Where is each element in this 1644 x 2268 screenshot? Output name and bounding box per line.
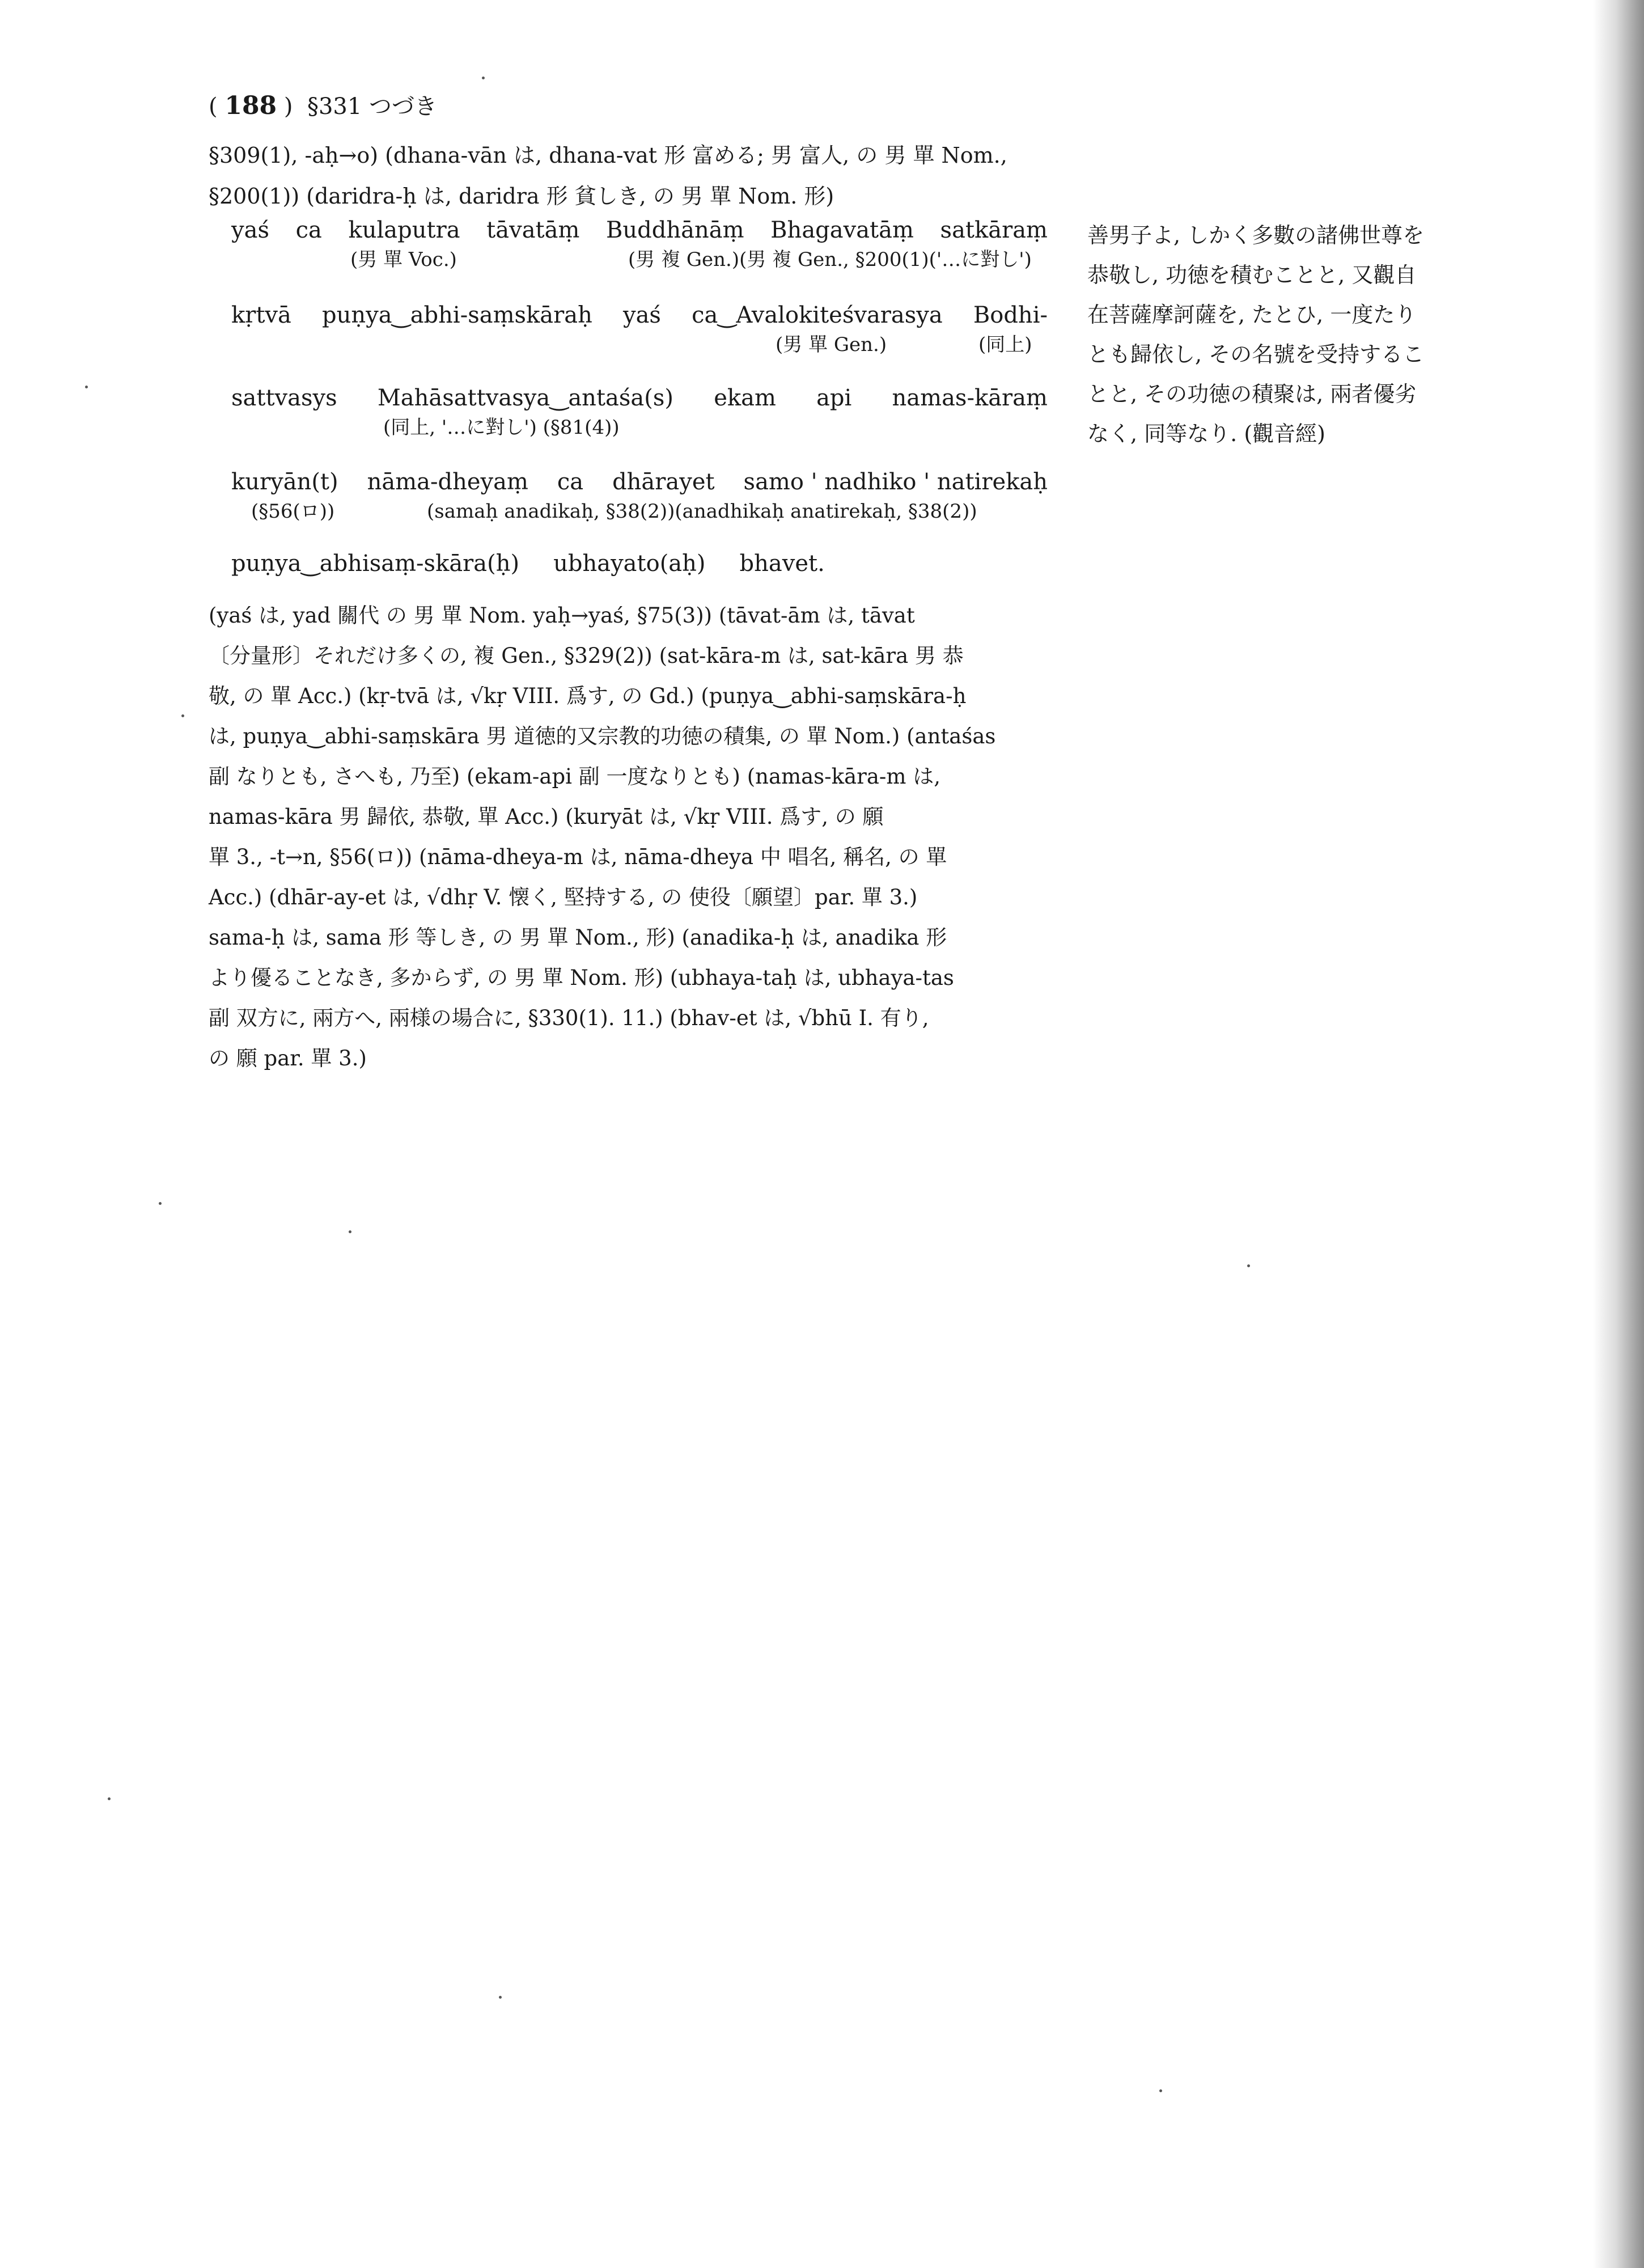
gloss-text: (同上) bbox=[978, 333, 1032, 356]
intro-notes bbox=[209, 135, 1048, 217]
verse-words bbox=[231, 383, 1048, 413]
page-edge-shadow bbox=[1593, 0, 1644, 2268]
note-line: namas-kāra 男 歸依, 恭敬, 單 Acc.) (kuryāt は, √kṛ VIII. 爲す, の 願 bbox=[209, 805, 884, 829]
note-line: Acc.) (dhār-ay-et は, √dhṛ V. 懐く, 堅持する, の 使役〔願望〕par. 單 3.) bbox=[209, 885, 918, 909]
note-line: の 願 par. 單 3.) bbox=[209, 1046, 367, 1070]
verse-word: yaś bbox=[622, 302, 661, 328]
verse-word: tāvatāṃ bbox=[486, 217, 580, 243]
verse-line-4 bbox=[231, 467, 1048, 526]
note-line: より優ることなき, 多からず, の 男 單 Nom. 形) (ubhaya-taḥ は, ubhaya-tas bbox=[209, 966, 954, 990]
verse-word: Bodhi- bbox=[973, 302, 1048, 328]
verse-gloss bbox=[231, 330, 1048, 359]
verse-word: samo ' nadhiko ' natirekaḥ bbox=[743, 469, 1048, 495]
gloss-text: (男 複 Gen.)(男 複 Gen., §200(1)('…に對し') bbox=[628, 248, 1032, 271]
scan-speck bbox=[499, 1996, 502, 1999]
verse-word: sattvasys bbox=[231, 385, 337, 411]
gloss-text: (samaḥ anadikaḥ, §38(2))(anadhikaḥ anatirekaḥ, §38(2)) bbox=[427, 500, 977, 523]
translation-line: とと, その功徳の積聚は, 兩者優劣 bbox=[1087, 382, 1417, 407]
verse-line-2 bbox=[231, 301, 1048, 359]
translation-line: 善男子よ, しかく多數の諸佛世尊を bbox=[1087, 223, 1425, 248]
page-number: 188 bbox=[224, 91, 277, 120]
gloss-text: (男 單 Voc.) bbox=[350, 248, 457, 271]
gloss-text: (男 單 Gen.) bbox=[776, 333, 887, 356]
verse-word: Buddhānāṃ bbox=[606, 217, 744, 243]
intro-line: §309(1), -aḥ→o) (dhana-vān は, dhana-vat 形 富める; 男 富人, の 男 單 Nom., bbox=[209, 143, 1007, 168]
note-line: 〔分量形〕それだけ多くの, 複 Gen., §329(2)) (sat-kāra-m は, sat-kāra 男 恭 bbox=[209, 644, 964, 668]
verse-line-1 bbox=[231, 215, 1048, 274]
translation-line: なく, 同等なり. (觀音經) bbox=[1087, 421, 1325, 446]
note-line: (yaś は, yad 關代 の 男 單 Nom. yaḥ→yaś, §75(3)) (tāvat-ām は, tāvat bbox=[209, 603, 915, 628]
verse-line-5 bbox=[231, 549, 1048, 578]
verse-word: ca‿Avalokiteśvarasya bbox=[692, 302, 943, 328]
verse-word: Mahāsattvasya‿antaśa(s) bbox=[377, 385, 673, 411]
scan-speck bbox=[1247, 1264, 1250, 1267]
verse-word: ekam bbox=[714, 385, 776, 411]
verse-words bbox=[231, 467, 1048, 497]
verse-word: dhārayet bbox=[612, 469, 715, 495]
verse-words bbox=[231, 215, 1048, 245]
note-line: は, puṇya‿abhi-saṃskāra 男 道徳的又宗教的功徳の積集, の 單 Nom.) (antaśas bbox=[209, 724, 996, 748]
scan-speck bbox=[1159, 2089, 1162, 2092]
note-line: 副 なりとも, さへも, 乃至) (ekam-api 副 一度なりとも) (namas-kāra-m は, bbox=[209, 764, 940, 789]
note-line: 敬, の 單 Acc.) (kṛ-tvā は, √kṛ VIII. 爲す, の Gd.) (puṇya‿abhi-saṃskāra-ḥ bbox=[209, 684, 967, 708]
verse-word: kuryān(t) bbox=[231, 469, 338, 495]
verse-word: puṇya‿abhi-saṃskāraḥ bbox=[321, 302, 592, 328]
verse-word: ca bbox=[557, 469, 584, 495]
scan-speck bbox=[349, 1230, 351, 1233]
gloss-text: (同上, '…に對し') (§81(4)) bbox=[383, 416, 620, 439]
verse-gloss bbox=[231, 245, 1048, 274]
page-header: ( 188 ) §331 つづき bbox=[209, 91, 437, 120]
verse-word: satkāraṃ bbox=[940, 217, 1048, 243]
verse-word: ca bbox=[295, 217, 322, 243]
japanese-translation bbox=[1087, 215, 1461, 454]
verse-word: puṇya‿abhisaṃ-skāra(ḥ) bbox=[231, 551, 520, 577]
grammar-notes bbox=[209, 595, 1048, 1078]
verse-word: ubhayato(aḥ) bbox=[553, 551, 706, 577]
translation-line: とも歸依し, その名號を受持するこ bbox=[1087, 342, 1425, 367]
verse-word: api bbox=[816, 385, 852, 411]
scan-speck bbox=[159, 1202, 162, 1205]
scan-speck bbox=[482, 77, 485, 79]
gloss-text: (§56(ロ)) bbox=[251, 500, 335, 523]
translation-line: 在菩薩摩訶薩を, たとひ, 一度たり bbox=[1087, 302, 1417, 327]
verse-words bbox=[231, 549, 1048, 578]
scan-speck bbox=[108, 1797, 111, 1800]
verse-word: nāma-dheyaṃ bbox=[367, 469, 528, 495]
verse-word: bhavet. bbox=[739, 551, 825, 577]
verse-word: kṛtvā bbox=[231, 302, 291, 328]
note-line: sama-ḥ は, sama 形 等しき, の 男 單 Nom., 形) (anadika-ḥ は, anadika 形 bbox=[209, 925, 947, 950]
verse-word: yaś bbox=[231, 217, 269, 243]
verse-word: namas-kāraṃ bbox=[892, 385, 1048, 411]
verse-words bbox=[231, 301, 1048, 330]
scan-speck bbox=[85, 386, 88, 388]
verse-gloss bbox=[231, 413, 1048, 442]
verse-line-3 bbox=[231, 383, 1048, 442]
section-heading: §331 つづき bbox=[307, 94, 437, 120]
note-line: 單 3., -t→n, §56(ロ)) (nāma-dheya-m は, nāma-dheya 中 唱名, 稱名, の 單 bbox=[209, 845, 947, 869]
verse-gloss bbox=[231, 497, 1048, 526]
verse-word: Bhagavatāṃ bbox=[770, 217, 914, 243]
scan-speck bbox=[181, 714, 184, 717]
intro-line: §200(1)) (daridra-ḥ は, daridra 形 貧しき, の 男 單 Nom. 形) bbox=[209, 184, 834, 209]
verse-word: kulaputra bbox=[348, 217, 460, 243]
translation-line: 恭敬し, 功徳を積むことと, 又觀自 bbox=[1087, 263, 1417, 287]
note-line: 副 双方に, 兩方へ, 兩様の場合に, §330(1). 11.) (bhav-et は, √bhū I. 有り, bbox=[209, 1006, 929, 1030]
